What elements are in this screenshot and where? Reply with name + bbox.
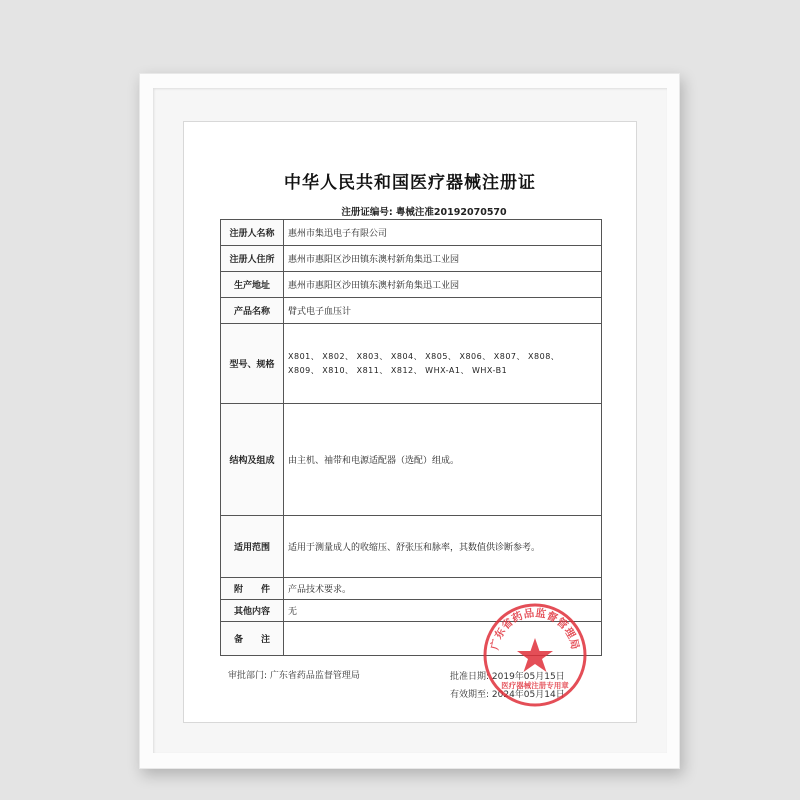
row-value: 惠州市集迅电子有限公司 — [284, 220, 602, 246]
approval-date: 批准日期: 2019年05月15日 — [450, 672, 565, 682]
row-label: 注册人名称 — [221, 220, 284, 246]
table-row — [221, 516, 602, 578]
registration-number: 注册证编号: 粤械注准20192070570 — [341, 207, 507, 218]
row-value: 适用于测量成人的收缩压、舒张压和脉率，其数值供诊断参考。 — [284, 516, 602, 578]
row-value — [284, 324, 602, 404]
row-label: 备 注 — [221, 622, 284, 656]
table-row — [221, 578, 602, 600]
table-row — [221, 298, 602, 324]
seal-subtext: 医疗器械注册专用章 — [501, 681, 569, 690]
row-label: 产品名称 — [221, 298, 284, 324]
certificate-title: 中华人民共和国医疗器械注册证 — [284, 173, 536, 193]
row-value: 产品技术要求。 — [284, 578, 602, 600]
table-row — [221, 246, 602, 272]
seal-star-icon — [517, 638, 553, 672]
table-row — [221, 404, 602, 516]
row-label: 附 件 — [221, 578, 284, 600]
table-row — [221, 272, 602, 298]
row-value: 由主机、袖带和电源适配器（选配）组成。 — [284, 404, 602, 516]
row-label: 型号、规格 — [221, 324, 284, 404]
row-label: 生产地址 — [221, 272, 284, 298]
model-line-2: X809、 X810、 X811、 X812、 WHX-A1、 WHX-B1 — [288, 365, 508, 375]
row-label: 其他内容 — [221, 600, 284, 622]
row-value: 惠州市惠阳区沙田镇东澳村新角集迅工业园 — [284, 246, 602, 272]
row-value: 惠州市惠阳区沙田镇东澳村新角集迅工业园 — [284, 272, 602, 298]
row-value: 无 — [284, 600, 602, 622]
row-value: 臂式电子血压计 — [284, 298, 602, 324]
row-label: 结构及组成 — [221, 404, 284, 516]
certificate-table — [220, 219, 602, 656]
approval-department: 审批部门: 广东省药品监督管理局 — [228, 671, 360, 681]
table-row — [221, 324, 602, 404]
seal-arc-text-path: 广东省药品监督管理局 — [488, 607, 582, 652]
row-label: 注册人住所 — [221, 246, 284, 272]
valid-until: 有效期至: 2024年05月14日 — [450, 690, 565, 700]
official-seal-icon — [482, 602, 588, 708]
row-label: 适用范围 — [221, 516, 284, 578]
model-line-1: X801、 X802、 X803、 X804、 X805、 X806、 X807、 X808、 — [288, 351, 560, 361]
table-row — [221, 220, 602, 246]
